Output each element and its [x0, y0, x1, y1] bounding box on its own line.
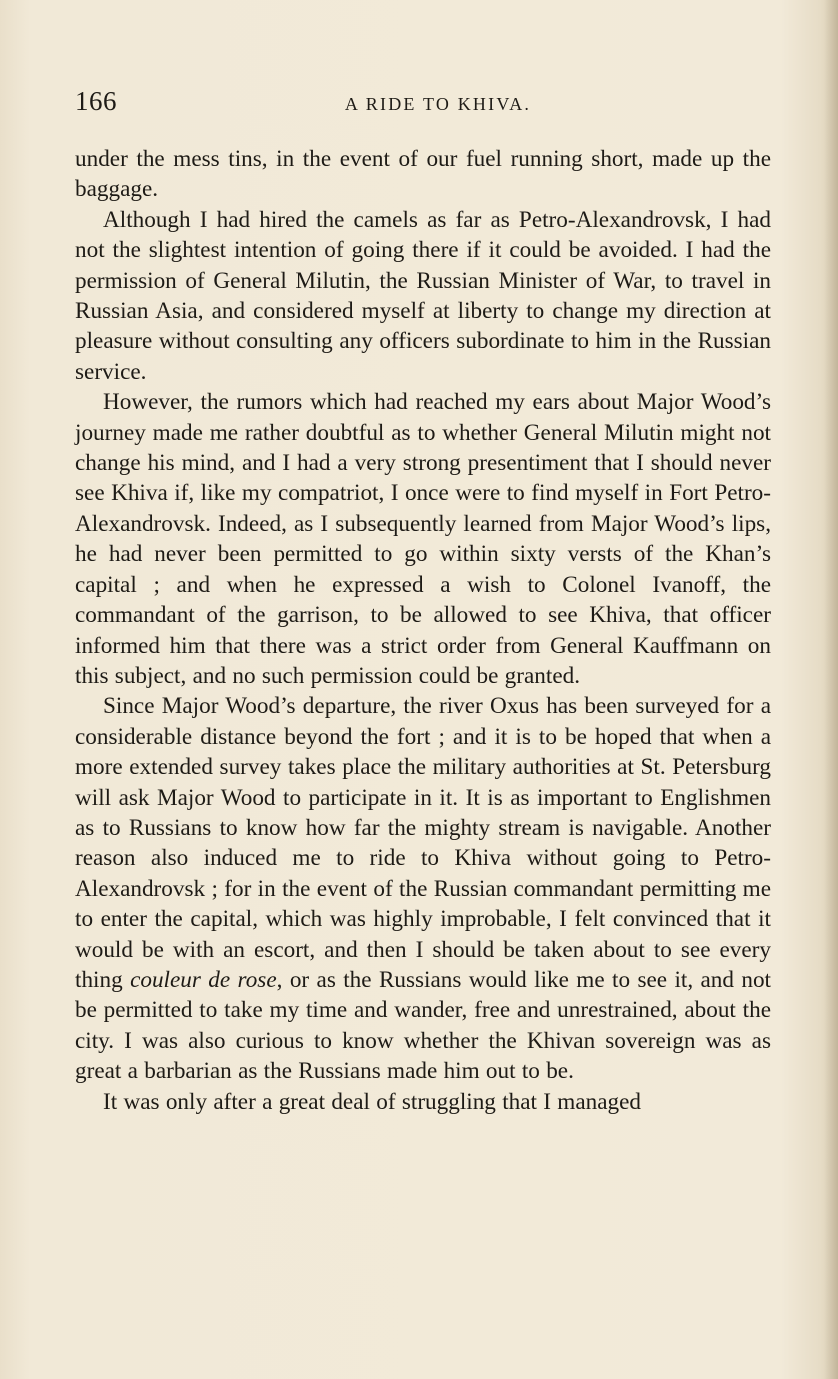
paragraph: However, the rumors which had reached my ears about Major Wood’s journey made me rather doubtful as to whether General Milutin might not change his mind, and I had a very strong presentiment that I should never see Khiva if, like my compatriot, I once were to find myself in Fort Petro-Alexandrovsk. Indeed, as I subsequently learned from Major Wood’s lips, he had never been permitted to go within sixty versts of the Khan’s capital ; and when he expressed a wish to Colonel Ivanoff, the commandant of the garrison, to be allowed to see Khiva, that officer informed him that there was a strict order from General Kauffmann on this subject, and no such permission could be granted.	[75, 389, 771, 689]
body-text	[75, 144, 771, 1117]
page-edge-shadow	[824, 0, 838, 1379]
paragraph-continuation: under the mess tins, in the event of our fuel running short, made up the baggage.	[75, 146, 771, 203]
page-header	[75, 86, 771, 122]
paragraph-text: Since Major Wood’s departure, the river Oxus has been surveyed for a considerable distance beyond the fort ; and it is to be hoped that when a more extended survey takes place the military authorities at St. Petersburg will ask Major Wood to participate in it. It is as important to Englishmen as to Russians to know how far the mighty stream is navigable. Another reason also induced me to ride to Khiva without going to Petro-Alexandrovsk ; for in the event of the Russian commandant permitting me to enter the capital, which was highly improbable, I felt convinced that it would be with an escort, and then I should be taken about to see every thing	[75, 693, 771, 993]
page-number: 166	[75, 86, 117, 116]
running-title: A RIDE TO KHIVA.	[344, 94, 532, 114]
paragraph: Although I had hired the camels as far as Petro-Alexandrovsk, I had not the slightest intention of going there if it could be avoided. I had the permission of General Milutin, the Russian Minister of War, to travel in Russian Asia, and considered myself at liberty to change my direction at pleasure without consulting any officers subordinate to him in the Russian service.	[75, 206, 771, 385]
italic-phrase: couleur de rose	[130, 966, 277, 993]
paragraph-last-line: It was only after a great deal of struggling that I managed	[103, 1088, 641, 1115]
paragraph	[75, 691, 771, 1086]
paragraph-text: , or as the Russians would like me to see it, and not be permitted to take my time and wander, free and unrestrained, about the city. I was also curious to know whether the Khivan sovereign was as great a barbarian as the Russians made him out to be.	[75, 966, 772, 1085]
